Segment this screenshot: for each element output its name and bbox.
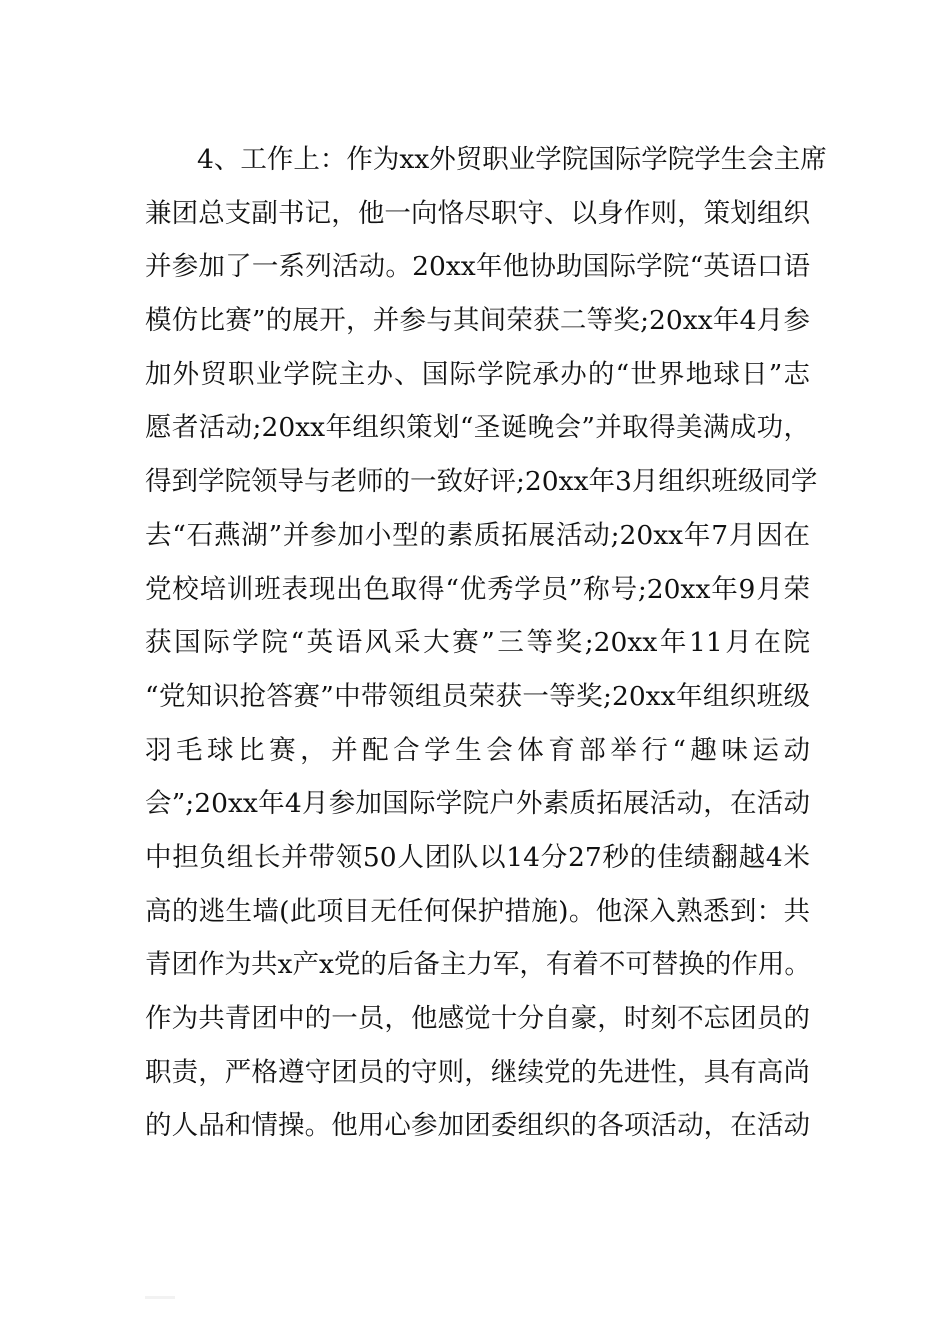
- paragraph-line: 中担负组长并带领50人团队以14分27秒的佳绩翻越4米: [145, 841, 810, 873]
- paragraph-line: 高的逃生墙(此项目无任何保护措施)。他深入熟悉到：共: [145, 895, 810, 927]
- paragraph-line: 羽毛球比赛，并配合学生会体育部举行“趣味运动: [145, 734, 810, 766]
- paragraph-line: 获国际学院“英语风采大赛”三等奖;20xx年11月在院: [145, 627, 810, 659]
- paragraph-line: 作为共青团中的一员，他感觉十分自豪，时刻不忘团员的: [145, 1003, 810, 1034]
- paragraph-line: “党知识抢答赛”中带领组员荣获一等奖;20xx年组织班级: [145, 680, 810, 712]
- page-footer-divider: [145, 1296, 175, 1299]
- paragraph-line: 职责，严格遵守团员的守则，继续党的先进性，具有高尚: [145, 1056, 810, 1088]
- paragraph-line: 模仿比赛”的展开，并参与其间荣获二等奖;20xx年4月参: [145, 305, 810, 337]
- paragraph-line: 青团作为共x产x党的后备主力军，有着不可替换的作用。: [145, 949, 811, 981]
- paragraph-line: 党校培训班表现出色取得“优秀学员”称号;20xx年9月荣: [145, 573, 810, 605]
- paragraph-line: 去“石燕湖”并参加小型的素质拓展活动;20xx年7月因在: [145, 519, 810, 551]
- paragraph-line: 得到学院领导与老师的一致好评;20xx年3月组织班级同学: [145, 466, 818, 498]
- paragraph-line: 并参加了一系列活动。20xx年他协助国际学院“英语口语: [145, 251, 810, 283]
- paragraph-line: 的人品和情操。他用心参加团委组织的各项活动，在活动: [145, 1110, 810, 1142]
- paragraph-line: 兼团总支副书记，他一向恪尽职守、以身作则，策划组织: [145, 197, 810, 229]
- paragraph-line: 愿者活动;20xx年组织策划“圣诞晚会”并取得美满成功，: [145, 412, 810, 444]
- paragraph-line: 4、工作上：作为xx外贸职业学院国际学院学生会主席: [197, 144, 827, 175]
- body-paragraph: [145, 133, 827, 1153]
- paragraph-line: 加外贸职业学院主办、国际学院承办的“世界地球日”志: [145, 358, 810, 390]
- paragraph-line: 会”;20xx年4月参加国际学院户外素质拓展活动，在活动: [145, 788, 810, 820]
